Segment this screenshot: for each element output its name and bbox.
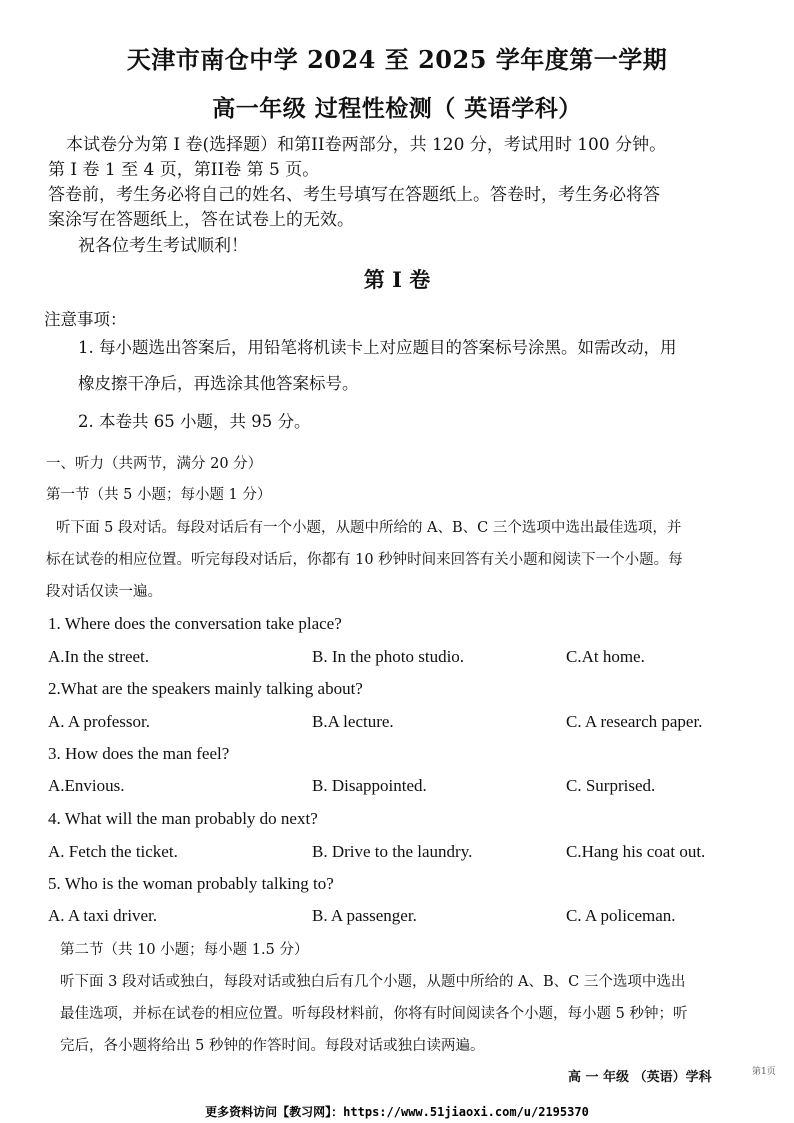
question-3-option-b: B. Disappointed. xyxy=(312,776,427,795)
intro-line-4: 案涂写在答题纸上，答在试卷上的无效。 xyxy=(48,210,354,230)
volume-heading: 第 I 卷 xyxy=(363,267,431,292)
question-1-option-c: C.At home. xyxy=(566,647,645,666)
question-3-stem: 3. How does the man feel? xyxy=(48,744,230,763)
exam-title: 天津市南仓中学 2024 至 2025 学年度第一学期 xyxy=(126,45,668,74)
intro-line-1: 本试卷分为第 I 卷(选择题）和第II卷两部分，共 120 分，考试用时 100 分钟。 xyxy=(66,135,667,155)
question-3-option-c: C. Surprised. xyxy=(566,776,656,795)
intro-line-2: 第 I 卷 1 至 4 页，第II卷 第 5 页。 xyxy=(48,160,320,180)
notice-heading: 注意事项： xyxy=(44,310,127,329)
exam-subtitle: 高一年级 过程性检测（ 英语学科） xyxy=(212,95,582,122)
question-2-option-c: C. A research paper. xyxy=(566,712,703,731)
part1-section2-instr-2: 最佳选项，并标在试卷的相应位置。听每段材料前，你将有时间阅读各个小题，每小题 5 秒钟；听 xyxy=(60,1006,688,1022)
question-2-option-a: A. A professor. xyxy=(48,712,150,731)
question-5-option-c: C. A policeman. xyxy=(566,906,676,925)
part1-heading: 一、听力（共两节，满分 20 分） xyxy=(46,456,263,472)
question-5-stem: 5. Who is the woman probably talking to? xyxy=(48,874,334,893)
question-1-option-b: B. In the photo studio. xyxy=(312,647,465,666)
intro-line-3: 答卷前，考生务必将自己的姓名、考生号填写在答题纸上。答卷时，考生务必将答 xyxy=(48,185,660,205)
part1-section2-heading: 第二节（共 10 小题；每小题 1.5 分） xyxy=(60,942,309,958)
notice-item-1b: 橡皮擦干净后，再选涂其他答案标号。 xyxy=(78,374,359,393)
part1-instr-2: 标在试卷的相应位置。听完每段对话后，你都有 10 秒钟时间来回答有关小题和阅读下一个小题。每 xyxy=(46,552,683,568)
part1-section2-instr-1: 听下面 3 段对话或独白，每段对话或独白后有几个小题，从题中所给的 A、B、C 三个选项中选出 xyxy=(60,974,686,990)
question-4-option-b: B. Drive to the laundry. xyxy=(312,842,473,861)
question-4-stem: 4. What will the man probably do next? xyxy=(48,809,318,828)
question-4-option-c: C.Hang his coat out. xyxy=(566,842,706,861)
part1-instr-3: 段对话仅读一遍。 xyxy=(46,584,162,600)
notice-item-1a: 1. 每小题选出答案后，用铅笔将机读卡上对应题目的答案标号涂黑。如需改动，用 xyxy=(78,338,677,357)
question-1-stem: 1. Where does the conversation take place? xyxy=(48,614,342,633)
question-2-stem: 2.What are the speakers mainly talking about? xyxy=(48,679,363,698)
question-3-option-a: A.Envious. xyxy=(48,776,125,795)
question-5-option-a: A. A taxi driver. xyxy=(48,906,158,925)
footer-resource-link[interactable]: 更多资料访问【教习网】：https://www.51jiaoxi.com/u/2195370 xyxy=(205,1105,589,1119)
intro-line-5: 祝各位考生考试顺利！ xyxy=(78,236,248,256)
question-1-option-a: A.In the street. xyxy=(48,647,150,666)
footer-grade-label: 高 一 年级 （英语）学科 xyxy=(568,1070,712,1085)
part1-section2-instr-3: 完后，各小题将给出 5 秒钟的作答时间。每段对话或独白读两遍。 xyxy=(60,1038,485,1054)
part1-instr-1: 听下面 5 段对话。每段对话后有一个小题，从题中所给的 A、B、C 三个选项中选出最佳选项，并 xyxy=(56,520,682,536)
notice-item-2: 2. 本卷共 65 小题，共 95 分。 xyxy=(78,412,311,431)
question-2-option-b: B.A lecture. xyxy=(312,712,394,731)
footer-page-stamp: 第1页 xyxy=(752,1067,776,1077)
part1-section1-heading: 第一节（共 5 小题；每小题 1 分） xyxy=(46,487,272,503)
question-5-option-b: B. A passenger. xyxy=(312,906,417,925)
question-4-option-a: A. Fetch the ticket. xyxy=(48,842,178,861)
